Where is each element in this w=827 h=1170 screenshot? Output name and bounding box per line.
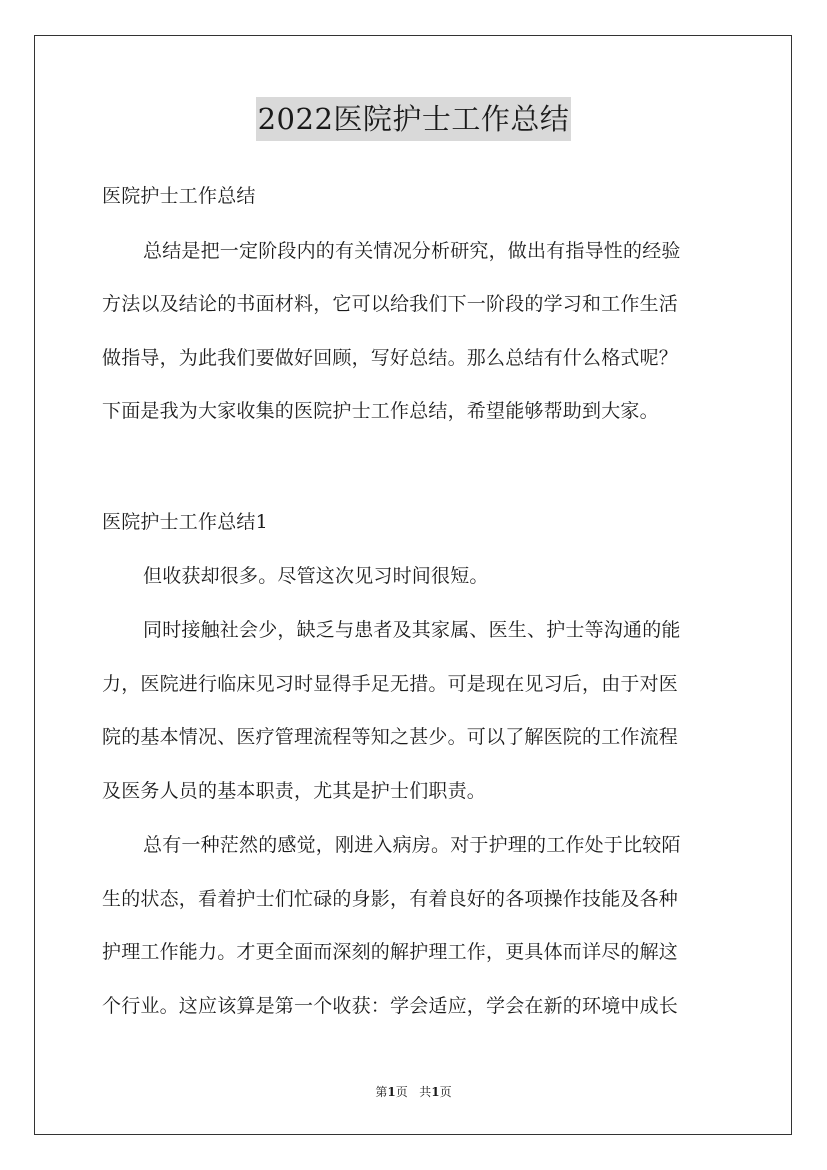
paragraph-line: 总有一种茫然的感觉，刚进入病房。对于护理的工作处于比较陌 <box>143 834 681 856</box>
paragraph-line: 力，医院进行临床见习时显得手足无措。可是现在见习后，由于对医 <box>102 673 679 695</box>
title-container <box>0 97 827 141</box>
paragraph-line: 方法以及结论的书面材料，它可以给我们下一阶段的学习和工作生活 <box>102 293 679 315</box>
paragraph-line: 下面是我为大家收集的医院护士工作总结，希望能够帮助到大家。 <box>102 400 659 422</box>
paragraph-line: 做指导，为此我们要做好回顾，写好总结。那么总结有什么格式呢？ <box>102 347 679 369</box>
page-prefix: 第 <box>375 1085 388 1099</box>
paragraph-line: 护理工作能力。才更全面而深刻的解护理工作，更具体而详尽的解这 <box>102 941 679 963</box>
paragraph-line: 院的基本情况、医疗管理流程等知之甚少。可以了解医院的工作流程 <box>102 726 679 748</box>
paragraph-line: 同时接触社会少，缺乏与患者及其家属、医生、护士等沟通的能 <box>143 619 681 641</box>
paragraph-line: 但收获却很多。尽管这次见习时间很短。 <box>143 565 489 587</box>
paragraph-line: 生的状态，看着护士们忙碌的身影，有着良好的各项操作技能及各种 <box>102 888 679 910</box>
section-heading: 医院护士工作总结 <box>102 185 256 207</box>
page-number: 1 <box>387 1085 396 1099</box>
document-title: 2022医院护士工作总结 <box>256 97 572 141</box>
total-prefix: 共 <box>419 1085 432 1099</box>
section-heading: 医院护士工作总结1 <box>102 511 268 533</box>
paragraph-line: 总结是把一定阶段内的有关情况分析研究，做出有指导性的经验 <box>143 240 681 262</box>
paragraph-line: 及医务人员的基本职责，尤其是护士们职责。 <box>102 780 487 802</box>
paragraph-line: 个行业。这应该算是第一个收获：学会适应，学会在新的环境中成长 <box>102 995 679 1017</box>
total-suffix: 页 <box>439 1085 452 1099</box>
page-footer <box>0 1083 827 1100</box>
page-suffix: 页 <box>395 1085 408 1099</box>
total-pages: 1 <box>431 1085 440 1099</box>
